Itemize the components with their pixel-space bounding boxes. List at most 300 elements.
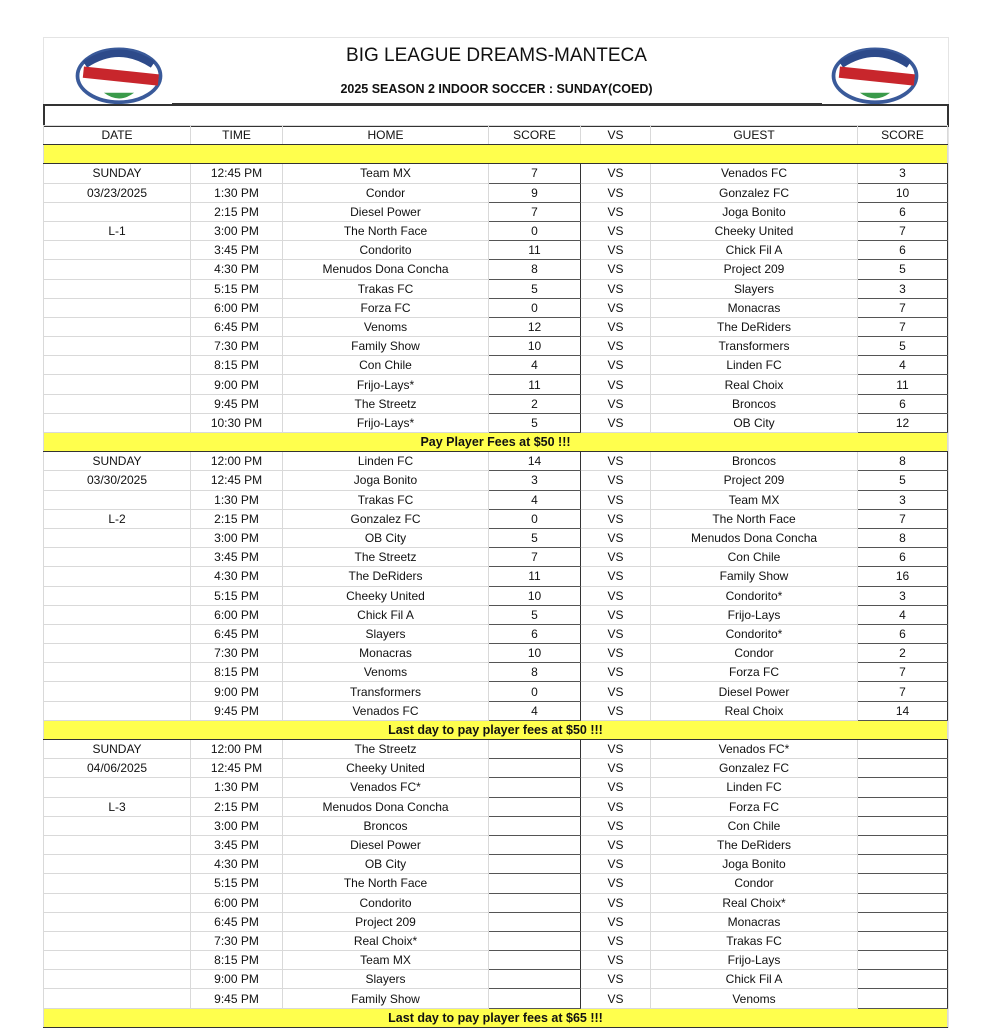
time-cell: 7:30 PM [191,931,283,950]
guest-team: Venoms [651,989,858,1008]
game-row [44,893,948,912]
guest-team: Condor [651,644,858,663]
guest-team: Real Choix [651,375,858,394]
date-cell [44,835,191,854]
vs-label: VS [581,279,651,298]
date-cell [44,989,191,1008]
game-row [44,624,948,643]
home-team: Con Chile [283,356,489,375]
game-row [44,202,948,221]
page-subtitle: 2025 SEASON 2 INDOOR SOCCER : SUNDAY(COED) [340,82,653,96]
game-row [44,413,948,432]
game-row [44,644,948,663]
home-team: Venoms [283,317,489,336]
time-cell: 6:45 PM [191,624,283,643]
home-score [489,816,581,835]
date-cell: SUNDAY [44,164,191,183]
guest-team: Project 209 [651,260,858,279]
home-score [489,912,581,931]
home-score: 3 [489,471,581,490]
time-cell: 9:00 PM [191,375,283,394]
guest-score: 12 [858,413,948,432]
home-team: Diesel Power [283,835,489,854]
game-row [44,183,948,202]
vs-label: VS [581,183,651,202]
home-team: Slayers [283,970,489,989]
guest-team: Condorito* [651,624,858,643]
vs-label: VS [581,221,651,240]
time-cell: 1:30 PM [191,778,283,797]
game-row [44,490,948,509]
time-cell: 6:00 PM [191,605,283,624]
home-team: OB City [283,855,489,874]
game-row [44,759,948,778]
date-cell [44,874,191,893]
home-score [489,740,581,759]
time-cell: 3:00 PM [191,221,283,240]
game-row [44,701,948,720]
home-score: 11 [489,375,581,394]
vs-label: VS [581,260,651,279]
guest-team: Project 209 [651,471,858,490]
vs-label: VS [581,912,651,931]
guest-score: 5 [858,337,948,356]
vs-label: VS [581,509,651,528]
date-cell [44,241,191,260]
time-cell: 2:15 PM [191,797,283,816]
time-cell: 5:15 PM [191,586,283,605]
guest-score [858,912,948,931]
game-row [44,452,948,471]
home-team: The Streetz [283,394,489,413]
vs-label: VS [581,701,651,720]
time-cell: 12:00 PM [191,740,283,759]
date-cell [44,528,191,547]
guest-score [858,740,948,759]
game-row [44,663,948,682]
guest-score: 5 [858,471,948,490]
time-cell: 3:00 PM [191,816,283,835]
vs-label: VS [581,682,651,701]
page-title: BIG LEAGUE DREAMS-MANTECA [346,45,647,66]
home-score: 0 [489,509,581,528]
column-header: SCORE [489,126,581,145]
home-team: Cheeky United [283,759,489,778]
game-row [44,586,948,605]
guest-score: 4 [858,605,948,624]
guest-score: 11 [858,375,948,394]
game-row [44,816,948,835]
game-row [44,509,948,528]
time-cell: 3:45 PM [191,241,283,260]
time-cell: 6:45 PM [191,317,283,336]
column-header: HOME [283,126,489,145]
game-row [44,528,948,547]
home-team: Menudos Dona Concha [283,797,489,816]
home-team: The North Face [283,874,489,893]
guest-team: Transformers [651,337,858,356]
guest-team: Condor [651,874,858,893]
home-team: Team MX [283,164,489,183]
time-cell: 3:45 PM [191,835,283,854]
vs-label: VS [581,471,651,490]
guest-score: 4 [858,356,948,375]
column-header: DATE [44,126,191,145]
game-row [44,567,948,586]
game-row [44,855,948,874]
vs-label: VS [581,413,651,432]
guest-team: Broncos [651,394,858,413]
guest-score: 2 [858,644,948,663]
game-row [44,298,948,317]
game-row [44,874,948,893]
guest-score: 5 [858,260,948,279]
vs-label: VS [581,989,651,1008]
date-cell [44,931,191,950]
home-score: 11 [489,567,581,586]
time-cell: 8:15 PM [191,663,283,682]
game-row [44,740,948,759]
game-row [44,951,948,970]
home-team: Family Show [283,989,489,1008]
guest-team: Con Chile [651,816,858,835]
vs-label: VS [581,874,651,893]
home-score: 7 [489,164,581,183]
vs-label: VS [581,835,651,854]
home-team: The Streetz [283,740,489,759]
date-cell: L-3 [44,797,191,816]
date-cell [44,375,191,394]
guest-score: 7 [858,663,948,682]
date-cell [44,279,191,298]
time-cell: 9:45 PM [191,701,283,720]
vs-label: VS [581,797,651,816]
home-score: 11 [489,241,581,260]
time-cell: 12:00 PM [191,452,283,471]
guest-score: 6 [858,202,948,221]
fee-banner [44,1008,948,1027]
home-score [489,989,581,1008]
time-cell: 5:15 PM [191,874,283,893]
home-score: 7 [489,202,581,221]
time-cell: 10:30 PM [191,413,283,432]
time-cell: 2:15 PM [191,509,283,528]
guest-team: Gonzalez FC [651,759,858,778]
home-team: Chick Fil A [283,605,489,624]
guest-score [858,855,948,874]
guest-score: 6 [858,624,948,643]
column-header: GUEST [651,126,858,145]
vs-label: VS [581,356,651,375]
home-score: 2 [489,394,581,413]
home-team: Condorito [283,241,489,260]
vs-label: VS [581,778,651,797]
home-team: The North Face [283,221,489,240]
home-team: Team MX [283,951,489,970]
vs-label: VS [581,452,651,471]
date-cell [44,548,191,567]
game-row [44,317,948,336]
guest-team: Con Chile [651,548,858,567]
guest-score [858,951,948,970]
guest-team: Monacras [651,912,858,931]
vs-label: VS [581,586,651,605]
home-score: 14 [489,452,581,471]
date-cell [44,624,191,643]
vs-label: VS [581,816,651,835]
vs-label: VS [581,298,651,317]
time-cell: 3:00 PM [191,528,283,547]
date-cell [44,356,191,375]
home-score: 0 [489,298,581,317]
time-cell: 6:00 PM [191,298,283,317]
guest-score: 6 [858,548,948,567]
guest-team: Slayers [651,279,858,298]
time-cell: 7:30 PM [191,337,283,356]
game-row [44,605,948,624]
guest-team: Venados FC* [651,740,858,759]
home-team: Diesel Power [283,202,489,221]
time-cell: 12:45 PM [191,759,283,778]
date-cell [44,701,191,720]
game-row [44,931,948,950]
guest-score [858,759,948,778]
game-row [44,337,948,356]
vs-label: VS [581,644,651,663]
time-cell: 6:45 PM [191,912,283,931]
date-cell [44,644,191,663]
header-row [44,126,948,145]
date-cell [44,663,191,682]
guest-team: Linden FC [651,778,858,797]
guest-score [858,778,948,797]
guest-score: 16 [858,567,948,586]
date-cell [44,394,191,413]
home-score [489,951,581,970]
date-cell [44,337,191,356]
home-team: Joga Bonito [283,471,489,490]
guest-team: The DeRiders [651,835,858,854]
guest-score [858,970,948,989]
home-team: Gonzalez FC [283,509,489,528]
home-score: 10 [489,337,581,356]
home-score [489,778,581,797]
guest-score [858,989,948,1008]
home-team: The DeRiders [283,567,489,586]
time-cell: 7:30 PM [191,644,283,663]
game-row [44,970,948,989]
vs-label: VS [581,740,651,759]
guest-score: 8 [858,452,948,471]
time-cell: 12:45 PM [191,164,283,183]
home-score [489,874,581,893]
date-cell: 03/30/2025 [44,471,191,490]
date-cell [44,893,191,912]
home-team: Project 209 [283,912,489,931]
time-cell: 4:30 PM [191,567,283,586]
time-cell: 3:45 PM [191,548,283,567]
vs-label: VS [581,951,651,970]
guest-team: The DeRiders [651,317,858,336]
home-team: Venoms [283,663,489,682]
vs-label: VS [581,759,651,778]
guest-score: 8 [858,528,948,547]
banner-empty [44,145,948,164]
fee-notice: Last day to pay player fees at $50 !!! [44,720,948,739]
home-team: OB City [283,528,489,547]
schedule-table [43,125,948,1028]
home-score: 8 [489,663,581,682]
date-cell [44,413,191,432]
time-cell: 4:30 PM [191,855,283,874]
vs-label: VS [581,528,651,547]
guest-team: Condorito* [651,586,858,605]
home-score: 10 [489,644,581,663]
home-score: 0 [489,682,581,701]
guest-score: 3 [858,164,948,183]
vs-label: VS [581,855,651,874]
guest-score: 10 [858,183,948,202]
home-team: Venados FC* [283,778,489,797]
divider [172,103,822,105]
guest-score: 7 [858,221,948,240]
guest-team: Menudos Dona Concha [651,528,858,547]
game-row [44,164,948,183]
game-row [44,394,948,413]
vs-label: VS [581,663,651,682]
column-header: VS [581,126,651,145]
home-team: Broncos [283,816,489,835]
guest-score [858,931,948,950]
home-score: 4 [489,701,581,720]
guest-team: Forza FC [651,663,858,682]
vs-label: VS [581,375,651,394]
guest-team: Frijo-Lays [651,605,858,624]
game-row [44,241,948,260]
home-team: Family Show [283,337,489,356]
home-team: Slayers [283,624,489,643]
home-score [489,931,581,950]
date-cell [44,567,191,586]
home-team: Condorito [283,893,489,912]
date-cell [44,855,191,874]
time-cell: 8:15 PM [191,951,283,970]
home-score [489,759,581,778]
game-row [44,279,948,298]
guest-team: Broncos [651,452,858,471]
game-row [44,778,948,797]
fee-notice: Last day to pay player fees at $65 !!! [44,1008,948,1027]
guest-score: 7 [858,509,948,528]
home-score: 0 [489,221,581,240]
column-header: TIME [191,126,283,145]
guest-team: Diesel Power [651,682,858,701]
guest-score: 6 [858,241,948,260]
guest-team: Frijo-Lays [651,951,858,970]
home-team: Frijo-Lays* [283,413,489,432]
header-box [43,104,949,127]
guest-team: Venados FC [651,164,858,183]
guest-score: 3 [858,586,948,605]
home-team: The Streetz [283,548,489,567]
vs-label: VS [581,548,651,567]
guest-team: OB City [651,413,858,432]
time-cell: 6:00 PM [191,893,283,912]
guest-team: Monacras [651,298,858,317]
time-cell: 1:30 PM [191,490,283,509]
banner-row [44,145,948,164]
time-cell: 9:45 PM [191,989,283,1008]
home-team: Cheeky United [283,586,489,605]
time-cell: 8:15 PM [191,356,283,375]
vs-label: VS [581,394,651,413]
game-row [44,221,948,240]
guest-team: Joga Bonito [651,855,858,874]
game-row [44,989,948,1008]
home-team: Forza FC [283,298,489,317]
game-row [44,797,948,816]
game-row [44,375,948,394]
home-team: Venados FC [283,701,489,720]
guest-score [858,797,948,816]
home-score: 8 [489,260,581,279]
game-row [44,835,948,854]
date-cell [44,778,191,797]
fee-notice: Pay Player Fees at $50 !!! [44,433,948,452]
vs-label: VS [581,624,651,643]
date-cell [44,586,191,605]
guest-score [858,893,948,912]
home-score: 4 [489,356,581,375]
vs-label: VS [581,164,651,183]
guest-score: 7 [858,682,948,701]
date-cell [44,682,191,701]
date-cell [44,260,191,279]
date-cell: L-1 [44,221,191,240]
guest-team: Linden FC [651,356,858,375]
time-cell: 9:00 PM [191,682,283,701]
fee-banner [44,433,948,452]
date-cell: 03/23/2025 [44,183,191,202]
home-score: 6 [489,624,581,643]
game-row [44,356,948,375]
guest-score [858,816,948,835]
date-cell [44,816,191,835]
guest-team: Gonzalez FC [651,183,858,202]
home-score: 9 [489,183,581,202]
vs-label: VS [581,567,651,586]
guest-score: 7 [858,298,948,317]
guest-team: Team MX [651,490,858,509]
guest-team: Chick Fil A [651,241,858,260]
home-team: Frijo-Lays* [283,375,489,394]
home-team: Monacras [283,644,489,663]
home-score: 12 [489,317,581,336]
home-score [489,797,581,816]
home-score: 4 [489,490,581,509]
date-cell [44,605,191,624]
vs-label: VS [581,241,651,260]
game-row [44,682,948,701]
guest-score: 3 [858,279,948,298]
home-score: 5 [489,528,581,547]
guest-score: 14 [858,701,948,720]
date-cell [44,970,191,989]
home-team: Real Choix* [283,931,489,950]
home-team: Transformers [283,682,489,701]
home-team: Condor [283,183,489,202]
home-team: Linden FC [283,452,489,471]
